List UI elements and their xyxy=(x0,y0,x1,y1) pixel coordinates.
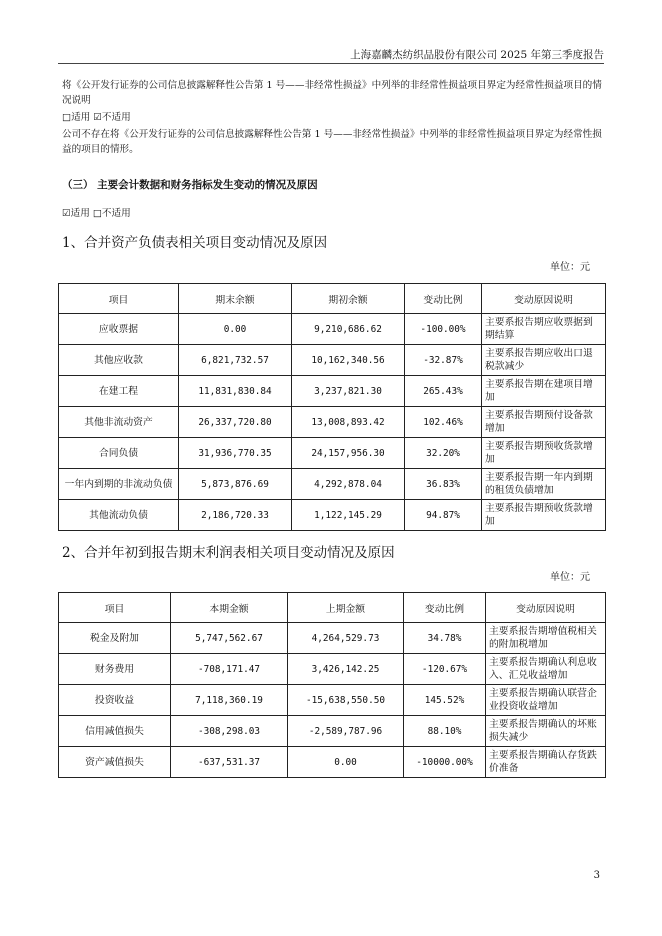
table-row: 其他流动负债 2,186,720.33 1,122,145.29 94.87% 主要系报告期预收货款增加 xyxy=(59,500,606,531)
table-1-unit: 单位：元 xyxy=(550,262,590,273)
table-row: 投资收益 7,118,360.19 -15,638,550.50 145.52% 主要系报告期确认联营企业投资收益增加 xyxy=(59,685,606,716)
header-prior-amount: 上期金额 xyxy=(288,593,404,623)
header-end-balance: 期末余额 xyxy=(179,284,292,314)
table-row: 信用减值损失 -308,298.03 -2,589,787.96 88.10% 主要系报告期确认的坏账损失减少 xyxy=(59,716,606,747)
header-reason: 变动原因说明 xyxy=(486,593,606,623)
table-row: 一年内到期的非流动负债 5,873,876.69 4,292,878.04 36.83% 主要系报告期一年内到期的租赁负债增加 xyxy=(59,469,606,500)
table-row: 税金及附加 5,747,562.67 4,264,529.73 34.78% 主要系报告期增值税相关的附加税增加 xyxy=(59,623,606,654)
table-row: 其他非流动资产 26,337,720.80 13,008,893.42 102.46% 主要系报告期预付设备款增加 xyxy=(59,407,606,438)
table-2-unit: 单位：元 xyxy=(550,572,590,583)
table-row: 其他应收款 6,821,732.57 10,162,340.56 -32.87% 主要系报告期应收出口退税款减少 xyxy=(59,345,606,376)
header-item: 项目 xyxy=(59,593,171,623)
table-2-title: 2、合并年初到报告期末利润表相关项目变动情况及原因 xyxy=(62,545,395,561)
table-row: 合同负债 31,936,770.35 24,157,956.30 32.20% 主要系报告期预收货款增加 xyxy=(59,438,606,469)
report-title: 上海嘉麟杰纺织品股份有限公司 2025 年第三季度报告 xyxy=(350,49,604,61)
header-change-ratio: 变动比例 xyxy=(404,593,486,623)
income-statement-table xyxy=(58,592,606,778)
table-1-title: 1、合并资产负债表相关项目变动情况及原因 xyxy=(62,235,328,251)
header-change-ratio: 变动比例 xyxy=(405,284,482,314)
header-reason: 变动原因说明 xyxy=(482,284,606,314)
section-3-title: （三） 主要会计数据和财务指标发生变动的情况及原因 xyxy=(62,179,318,191)
page-number: 3 xyxy=(593,870,600,881)
section-3-applicability: ☑适用 □不适用 xyxy=(62,208,131,219)
table-row: 资产减值损失 -637,531.37 0.00 -10000.00% 主要系报告期确认存货跌价准备 xyxy=(59,747,606,778)
table-1-header-row xyxy=(59,284,606,314)
intro-paragraph-2: 公司不存在将《公开发行证券的公司信息披露解释性公告第 1 号——非经常性损益》中列举的非经常性损益项目界定为经常性损益的项目的情形。 xyxy=(62,129,602,155)
header-item: 项目 xyxy=(59,284,179,314)
table-row: 财务费用 -708,171.47 3,426,142.25 -120.67% 主要系报告期确认利息收入、汇兑收益增加 xyxy=(59,654,606,685)
intro-applicability-1: □适用 ☑不适用 xyxy=(62,112,131,123)
header-current-amount: 本期金额 xyxy=(171,593,288,623)
intro-paragraph-1: 将《公开发行证券的公司信息披露解释性公告第 1 号——非经常性损益》中列举的非经常性损益项目界定为经常性损益项目的情况说明 xyxy=(62,80,602,106)
page-header xyxy=(58,47,604,64)
table-2-header-row xyxy=(59,593,606,623)
table-row: 在建工程 11,831,830.84 3,237,821.30 265.43% 主要系报告期在建项目增加 xyxy=(59,376,606,407)
table-row: 应收票据 0.00 9,210,686.62 -100.00% 主要系报告期应收票据到期结算 xyxy=(59,314,606,345)
header-begin-balance: 期初余额 xyxy=(292,284,405,314)
balance-sheet-table xyxy=(58,283,606,531)
